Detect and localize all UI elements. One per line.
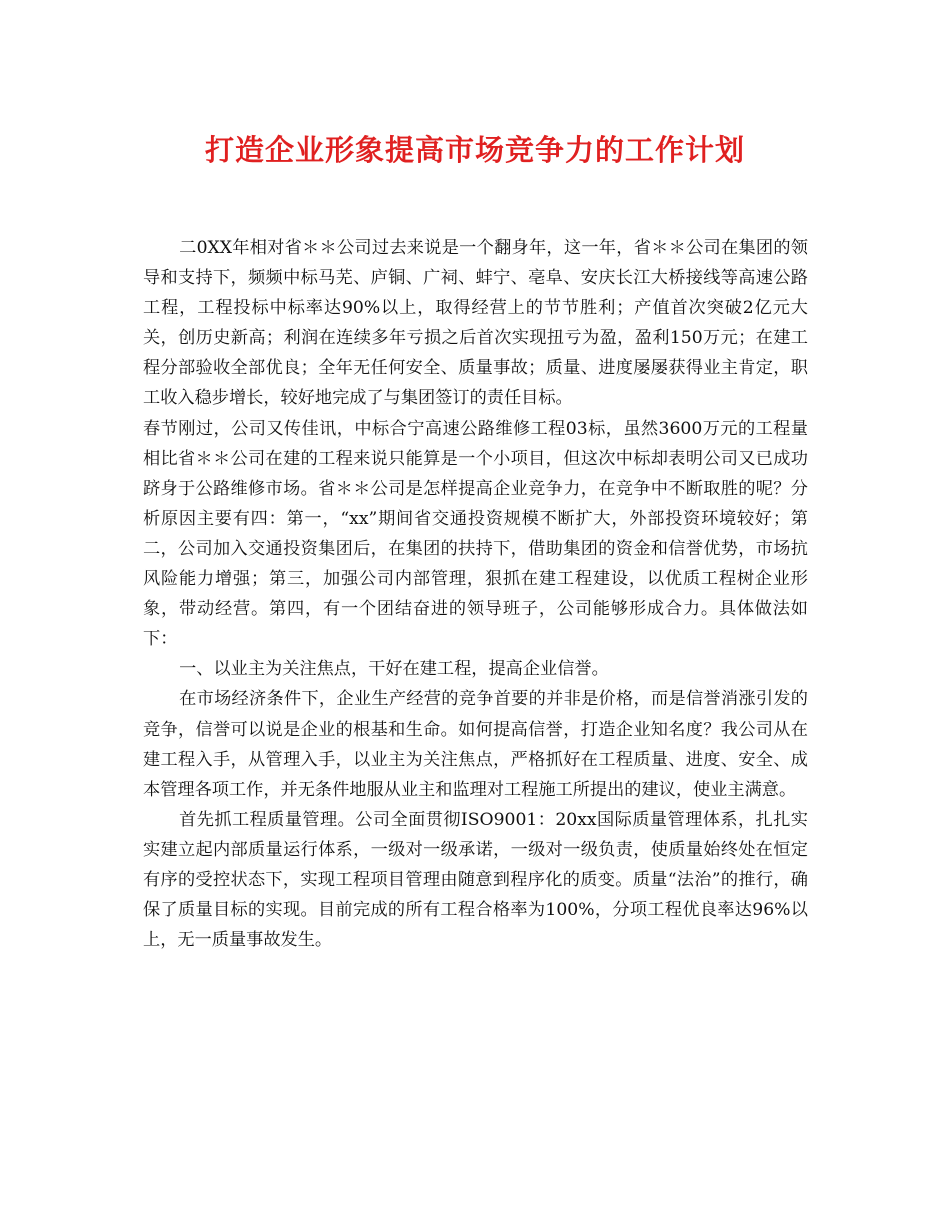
paragraph-4: 在市场经济条件下，企业生产经营的竞争首要的并非是价格，而是信誉消涨引发的竞争，信誉可以说是企业的根基和生命。如何提高信誉，打造企业知名度？我公司从在建工程入手，从管理入手，以业主为关注焦点，严格抓好在工程质量、进度、安全、成本管理各项工作，并无条件地服从业主和监理对工程施工所提出的建议，使业主满意。 [143,689,808,800]
document-body [143,233,808,955]
paragraph-2: 春节刚过，公司又传佳讯，中标合宁高速公路维修工程03标，虽然3600万元的工程量相比省＊＊公司在建的工程来说只能算是一个小项目，但这次中标却表明公司又已成功跻身于公路维修市场。省＊＊公司是怎样提高企业竞争力，在竞争中不断取胜的呢？分析原因主要有四：第一，“xx”期间省交通投资规模不断扩大，外部投资环境较好；第二，公司加入交通投资集团后，在集团的扶持下，借助集团的资金和信誉优势，市场抗风险能力增强；第三，加强公司内部管理，狠抓在建工程建设，以优质工程树企业形象，带动经营。第四，有一个团结奋进的领导班子，公司能够形成合力。具体做法如下： [143,418,808,650]
paragraph-3-section-heading: 一、以业主为关注焦点，干好在建工程，提高企业信誉。 [179,659,609,680]
paragraph-5: 首先抓工程质量管理。公司全面贯彻ISO9001：20xx国际质量管理体系，扎扎实实建立起内部质量运行体系，一级对一级承诺，一级对一级负责，使质量始终处在恒定有序的受控状态下，实现工程项目管理由随意到程序化的质变。质量“法治”的推行，确保了质量目标的实现。目前完成的所有工程合格率为100%，分项工程优良率达96%以上，无一质量事故发生。 [143,809,808,951]
document-title: 打造企业形象提高市场竞争力的工作计划 [204,133,745,167]
paragraph-1: 二0XX年相对省＊＊公司过去来说是一个翻身年，这一年，省＊＊公司在集团的领导和支持下，频频中标马芜、庐铜、广祠、蚌宁、亳阜、安庆长江大桥接线等高速公路工程，工程投标中标率达90%以上，取得经营上的节节胜利；产值首次突破2亿元大关，创历史新高；利润在连续多年亏损之后首次实现扭亏为盈，盈利150万元；在建工程分部验收全部优良；全年无任何安全、质量事故；质量、进度屡屡获得业主肯定，职工收入稳步增长，较好地完成了与集团签订的责任目标。 [143,238,808,409]
